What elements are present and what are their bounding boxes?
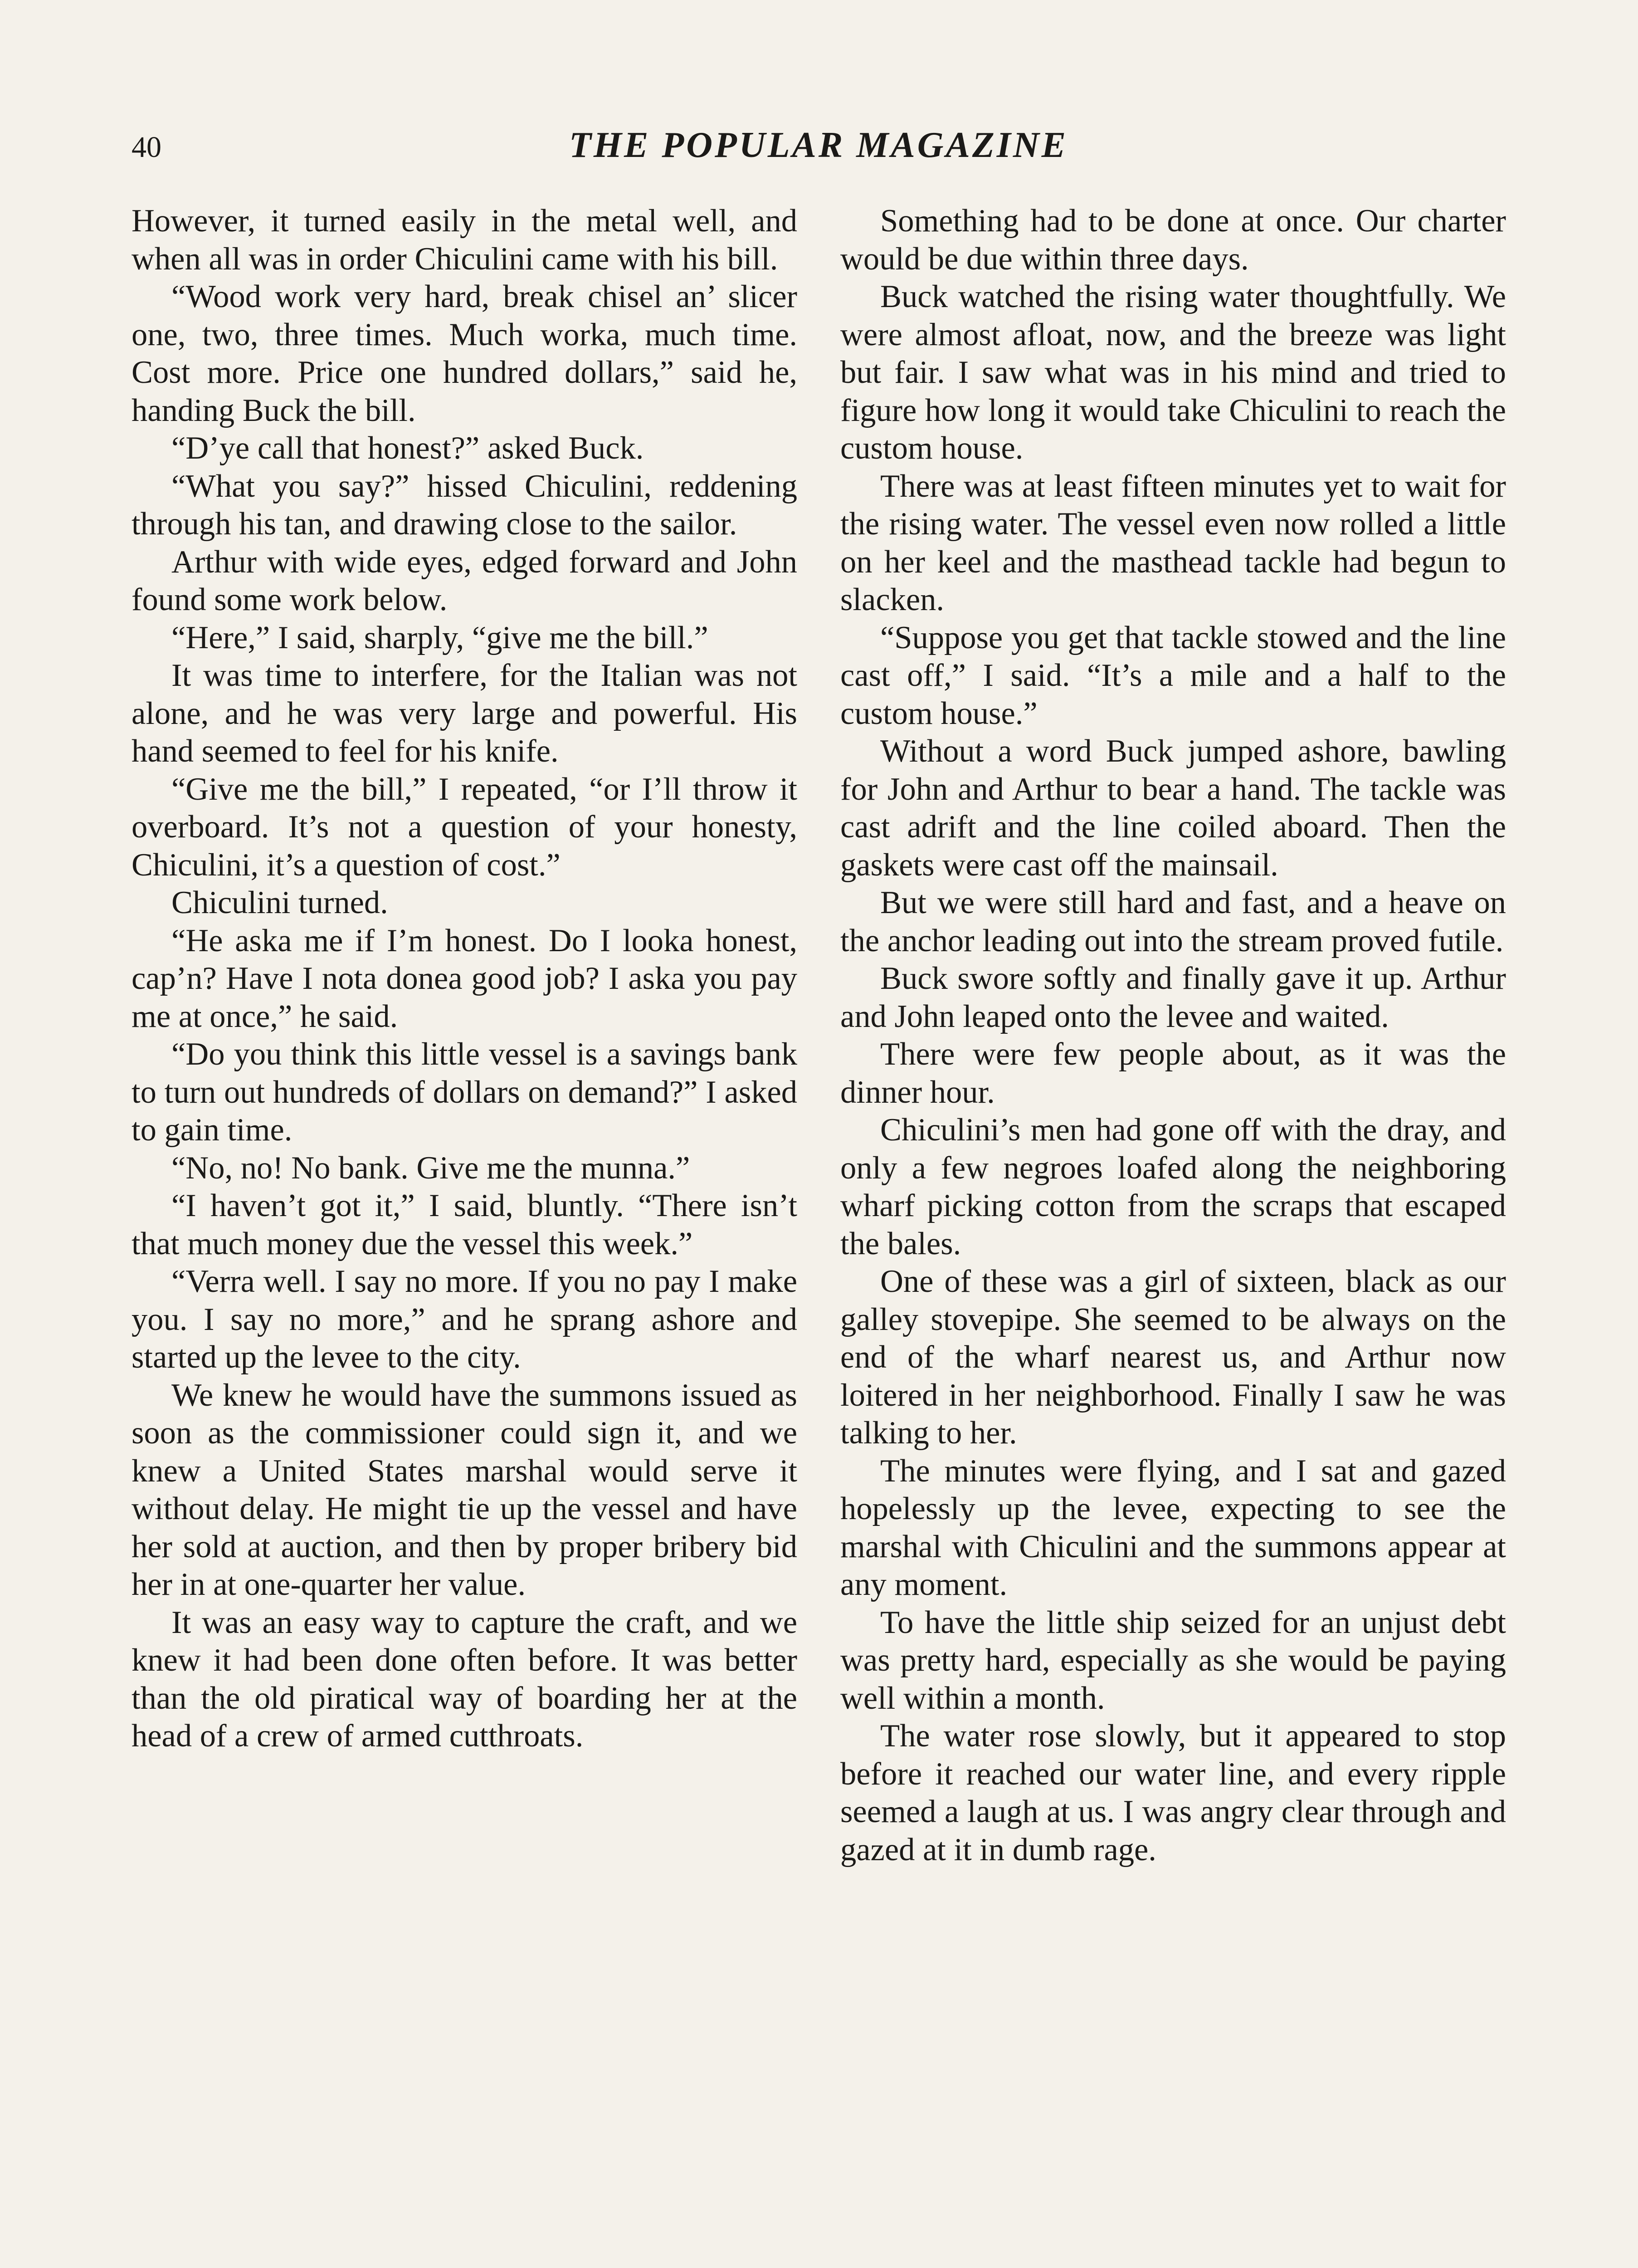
page-number: 40 xyxy=(132,131,161,164)
paragraph: “Suppose you get that tackle stowed and the line cast off,” I said. “It’s a mile and a half to the custom house.” xyxy=(840,620,1506,731)
paragraph: “Here,” I said, sharply, “give me the bill.” xyxy=(171,620,708,655)
text-column-left xyxy=(132,202,797,1755)
paragraph: Arthur with wide eyes, edged forward and John found some work below. xyxy=(132,544,797,617)
paragraph: It was an easy way to capture the craft, and we knew it had been done often before. It was better than the old piratical way of boarding her at the head of a crew of armed cutthroats. xyxy=(132,1604,797,1754)
paragraph: To have the little ship seized for an unjust debt was pretty hard, especially as she would be paying well within a month. xyxy=(840,1604,1506,1716)
paragraph: The minutes were flying, and I sat and gazed hopelessly up the levee, expecting to see the marshal with Chiculini and the summons appear at any moment. xyxy=(840,1453,1506,1602)
paragraph: However, it turned easily in the metal well, and when all was in order Chiculini came with his bill. xyxy=(132,203,797,277)
paragraph: Chiculini turned. xyxy=(171,885,388,920)
paragraph: One of these was a girl of sixteen, black as our galley stovepipe. She seemed to be always on the end of the wharf nearest us, and Arthur now loitered in her neighborhood. Finally I saw he was talking to her. xyxy=(840,1264,1506,1451)
paragraph: There was at least fifteen minutes yet to wait for the rising water. The vessel even now rolled a little on her keel and the masthead tackle had begun to slacken. xyxy=(840,468,1506,617)
text-column-right xyxy=(840,202,1506,1869)
paragraph: “Do you think this little vessel is a savings bank to turn out hundreds of dollars on demand?” I asked to gain time. xyxy=(132,1036,797,1148)
paragraph: “Give me the bill,” I repeated, “or I’ll throw it overboard. It’s not a question of your honesty, Chiculini, it’s a question of cost.” xyxy=(132,771,797,883)
paragraph: Without a word Buck jumped ashore, bawling for John and Arthur to bear a hand. The tackle was cast adrift and the line coiled aboard. Then the gaskets were cast off the mainsail. xyxy=(840,733,1506,883)
paragraph: “What you say?” hissed Chiculini, reddening through his tan, and drawing close to the sailor. xyxy=(132,468,797,542)
paragraph: “He aska me if I’m honest. Do I looka honest, cap’n? Have I nota donea good job? I aska you pay me at once,” he said. xyxy=(132,923,797,1034)
paragraph: The water rose slowly, but it appeared to stop before it reached our water line, and every ripple seemed a laugh at us. I was angry clear through and gazed at it in dumb rage. xyxy=(840,1718,1506,1867)
paragraph: “I haven’t got it,” I said, bluntly. “There isn’t that much money due the vessel this week.” xyxy=(132,1188,797,1261)
paragraph: Chiculini’s men had gone off with the dray, and only a few negroes loafed along the neighboring wharf picking cotton from the scraps that escaped the bales. xyxy=(840,1112,1506,1261)
paragraph: Something had to be done at once. Our charter would be due within three days. xyxy=(840,203,1506,277)
paragraph: Buck swore softly and finally gave it up. Arthur and John leaped onto the levee and waited. xyxy=(840,961,1506,1034)
paragraph: “Wood work very hard, break chisel an’ slicer one, two, three times. Much worka, much time. Cost more. Price one hundred dollars,” said he, handing Buck the bill. xyxy=(132,279,797,428)
running-title: THE POPULAR MAGAZINE xyxy=(569,125,1068,165)
paragraph: “No, no! No bank. Give me the munna.” xyxy=(171,1150,690,1186)
paragraph: Buck watched the rising water thoughtfully. We were almost afloat, now, and the breeze was light but fair. I saw what was in his mind and tried to figure how long it would take Chiculini to reach the custom house. xyxy=(840,279,1506,466)
paragraph: We knew he would have the summons issued as soon as the commissioner could sign it, and we knew a United States marshal would serve it without delay. He might tie up the vessel and have her sold at auction, and then by proper bribery bid her in at one-quarter her value. xyxy=(132,1377,797,1602)
paragraph: “D’ye call that honest?” asked Buck. xyxy=(171,430,644,466)
paragraph: It was time to interfere, for the Italian was not alone, and he was very large and powerful. His hand seemed to feel for his knife. xyxy=(132,658,797,769)
page-header xyxy=(132,122,1506,172)
paragraph: There were few people about, as it was the dinner hour. xyxy=(840,1036,1506,1110)
paragraph: “Verra well. I say no more. If you no pay I make you. I say no more,” and he sprang ashore and started up the levee to the city. xyxy=(132,1264,797,1375)
paragraph: But we were still hard and fast, and a heave on the anchor leading out into the stream proved futile. xyxy=(840,885,1506,958)
